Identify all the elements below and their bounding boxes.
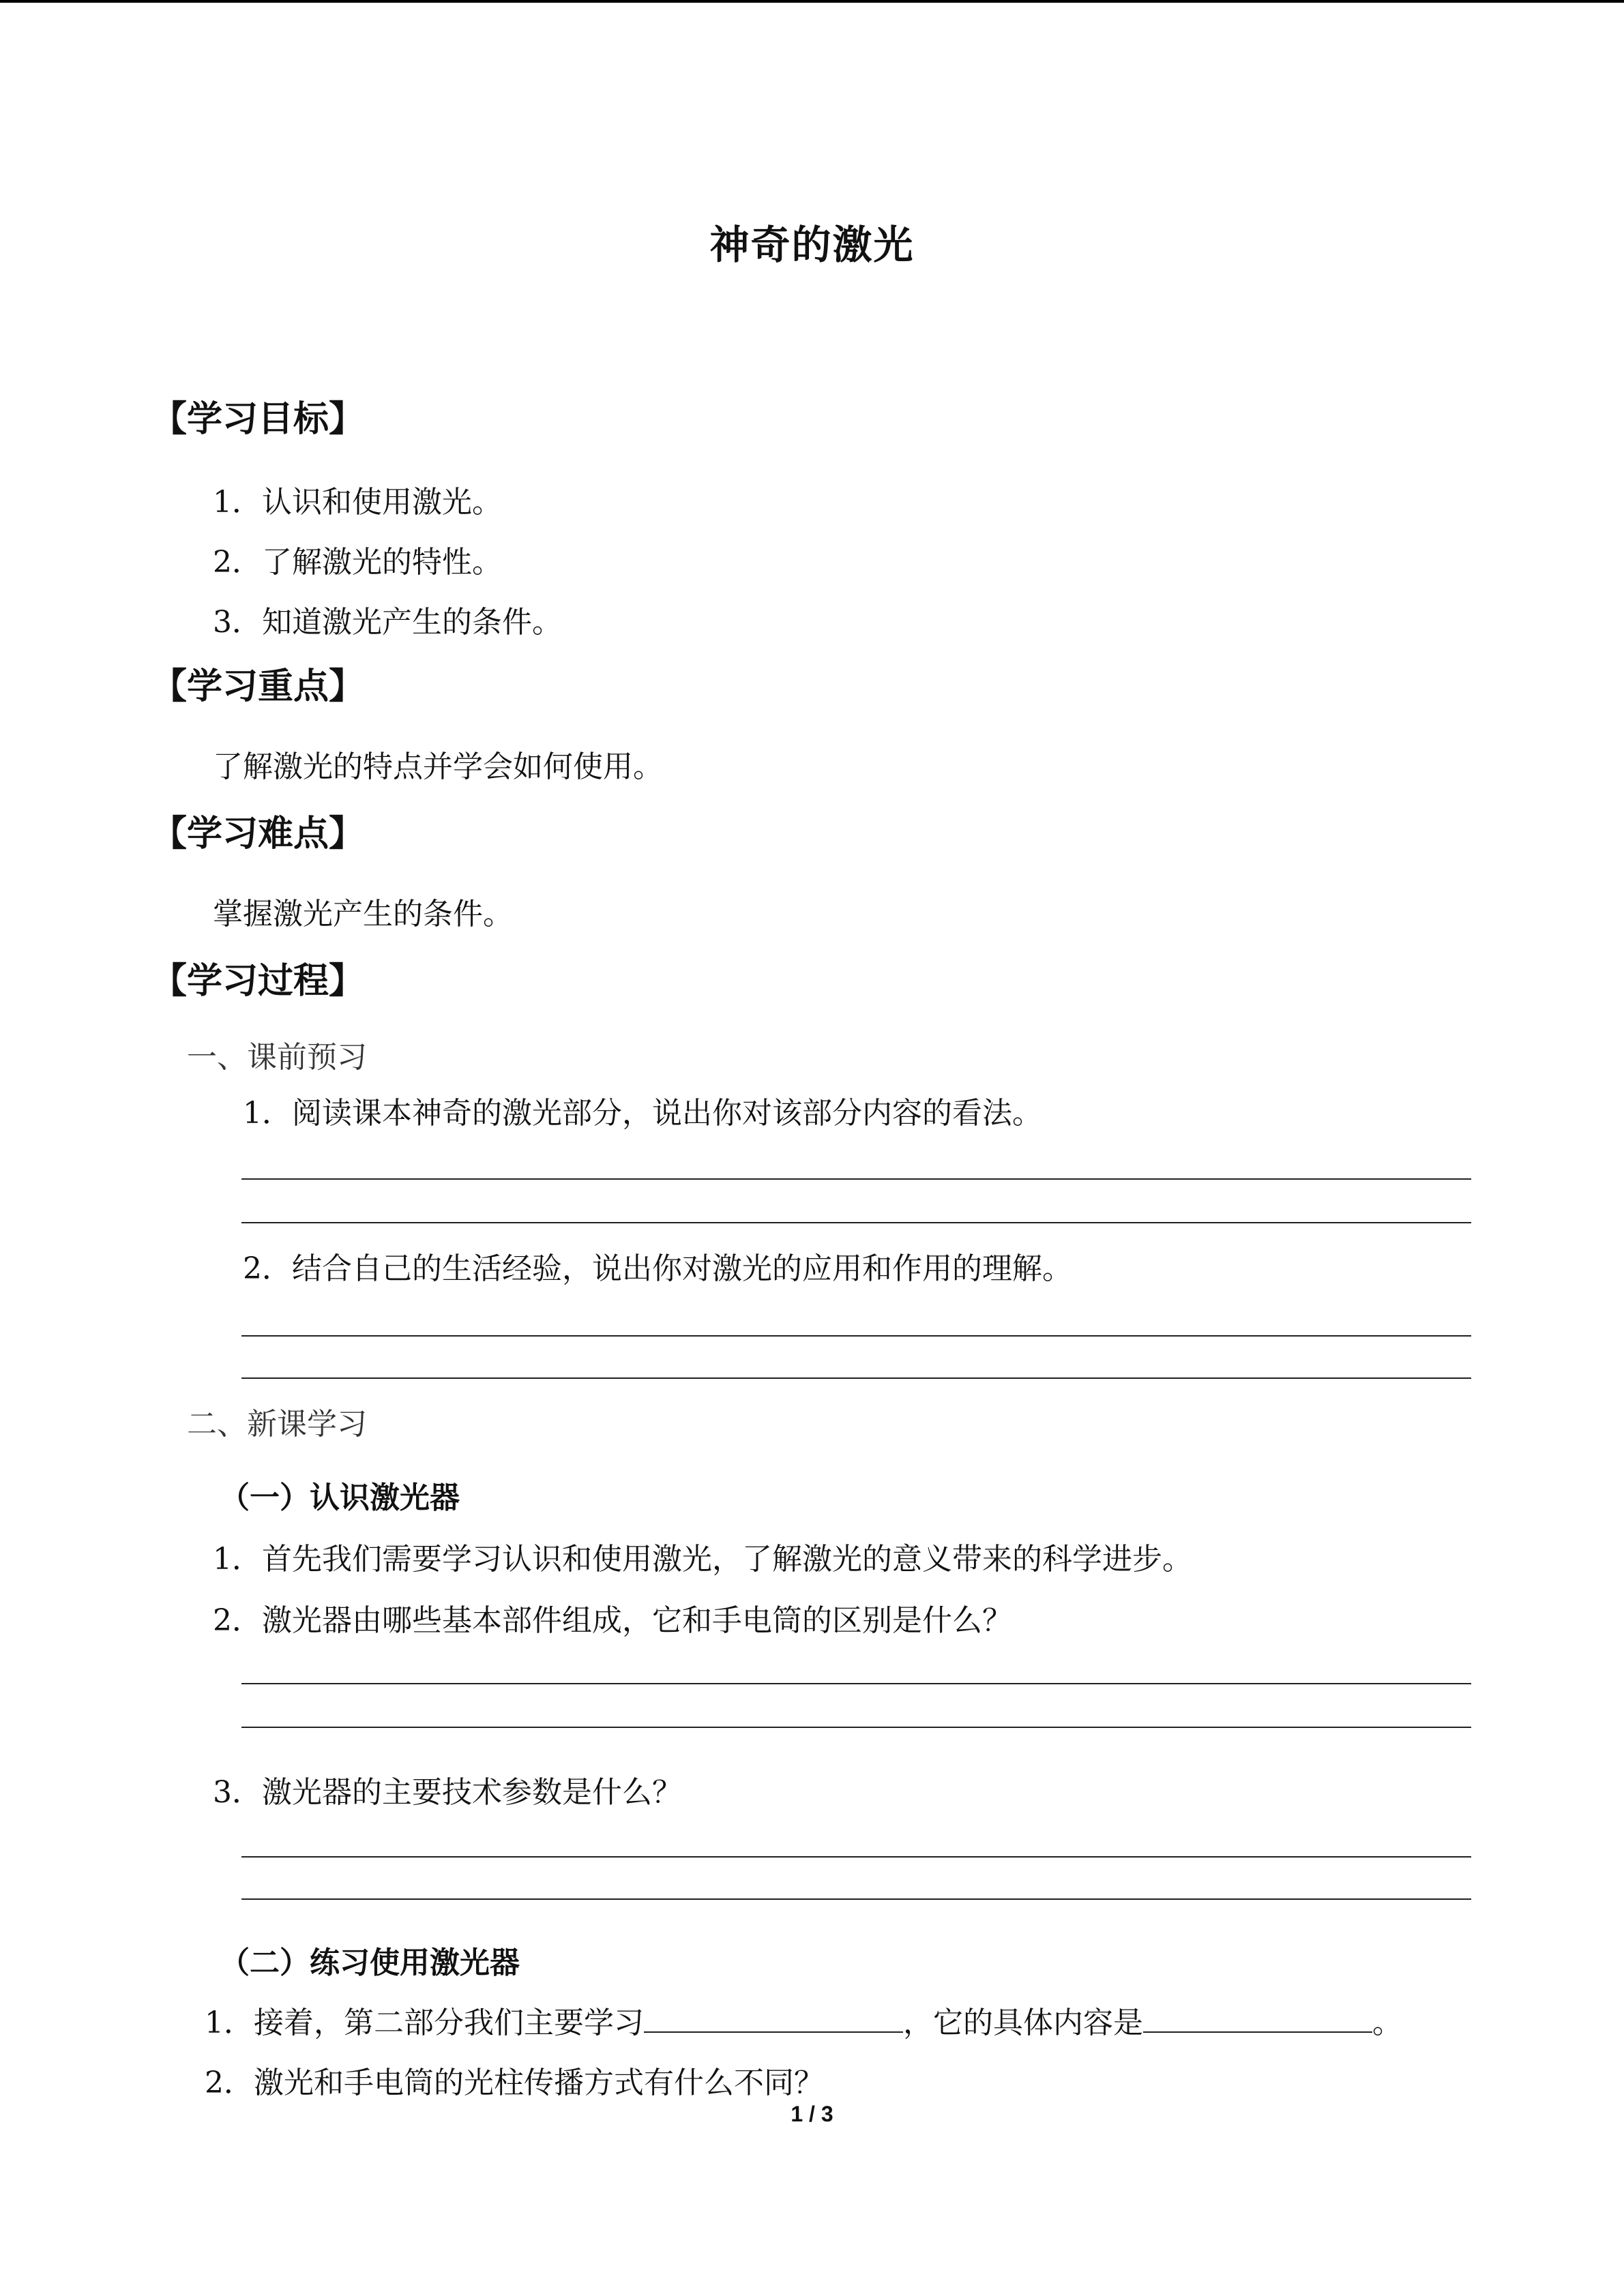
page-number: 1 / 3 [791, 2102, 833, 2126]
part2-question-1 [205, 1998, 1402, 2042]
part1-question-2: 2．激光器由哪些基本部件组成，它和手电筒的区别是什么？ [213, 1603, 1012, 1638]
new-lesson-section-title: 二、新课学习 [187, 1407, 367, 1442]
part1-question-1: 1．首先我们需要学习认识和使用激光，了解激光的意义带来的科学进步。 [213, 1542, 1192, 1577]
goals-heading: 【学习目标】 [151, 399, 365, 440]
part2-q1-prefix: 1．接着，第二部分我们主要学习 [205, 2006, 644, 2040]
answer-line [241, 1178, 1471, 1180]
answer-line [241, 1222, 1471, 1223]
page-title: 神奇的激光 [709, 222, 915, 268]
answer-line [241, 1335, 1471, 1337]
key-points-text: 了解激光的特点并学会如何使用。 [213, 749, 663, 784]
fill-in-blank-2[interactable] [1143, 2004, 1372, 2033]
key-points-heading: 【学习重点】 [151, 666, 365, 707]
answer-line [241, 1727, 1471, 1728]
part2-question-2: 2．激光和手电筒的光柱传播方式有什么不同？ [205, 2066, 824, 2100]
answer-line [241, 1683, 1471, 1684]
answer-line [241, 1377, 1471, 1379]
part1-title: （一）认识激光器 [220, 1480, 460, 1515]
goal-item-2: 2．了解激光的特性。 [213, 545, 502, 580]
answer-line [241, 1856, 1471, 1858]
fill-in-blank-1[interactable] [644, 2004, 903, 2033]
part1-question-3: 3．激光器的主要技术参数是什么？ [213, 1775, 682, 1810]
process-heading: 【学习过程】 [151, 961, 365, 1002]
preview-question-1: 1．阅读课本神奇的激光部分，说出你对该部分内容的看法。 [243, 1096, 1042, 1131]
part2-q1-middle: ，它的具体内容是 [903, 2006, 1143, 2040]
preview-section-title: 一、课前预习 [187, 1040, 367, 1075]
difficulties-text: 掌握激光产生的条件。 [213, 897, 513, 931]
preview-question-2: 2．结合自己的生活经验，说出你对激光的应用和作用的理解。 [243, 1251, 1072, 1286]
answer-line [241, 1898, 1471, 1900]
page-top-border [0, 0, 1624, 3]
part2-q1-end: 。 [1372, 2006, 1402, 2040]
part2-title: （二）练习使用激光器 [220, 1945, 520, 1980]
difficulties-heading: 【学习难点】 [151, 814, 365, 854]
goal-item-1: 1．认识和使用激光。 [213, 485, 502, 520]
goal-item-3: 3．知道激光产生的条件。 [213, 605, 562, 640]
